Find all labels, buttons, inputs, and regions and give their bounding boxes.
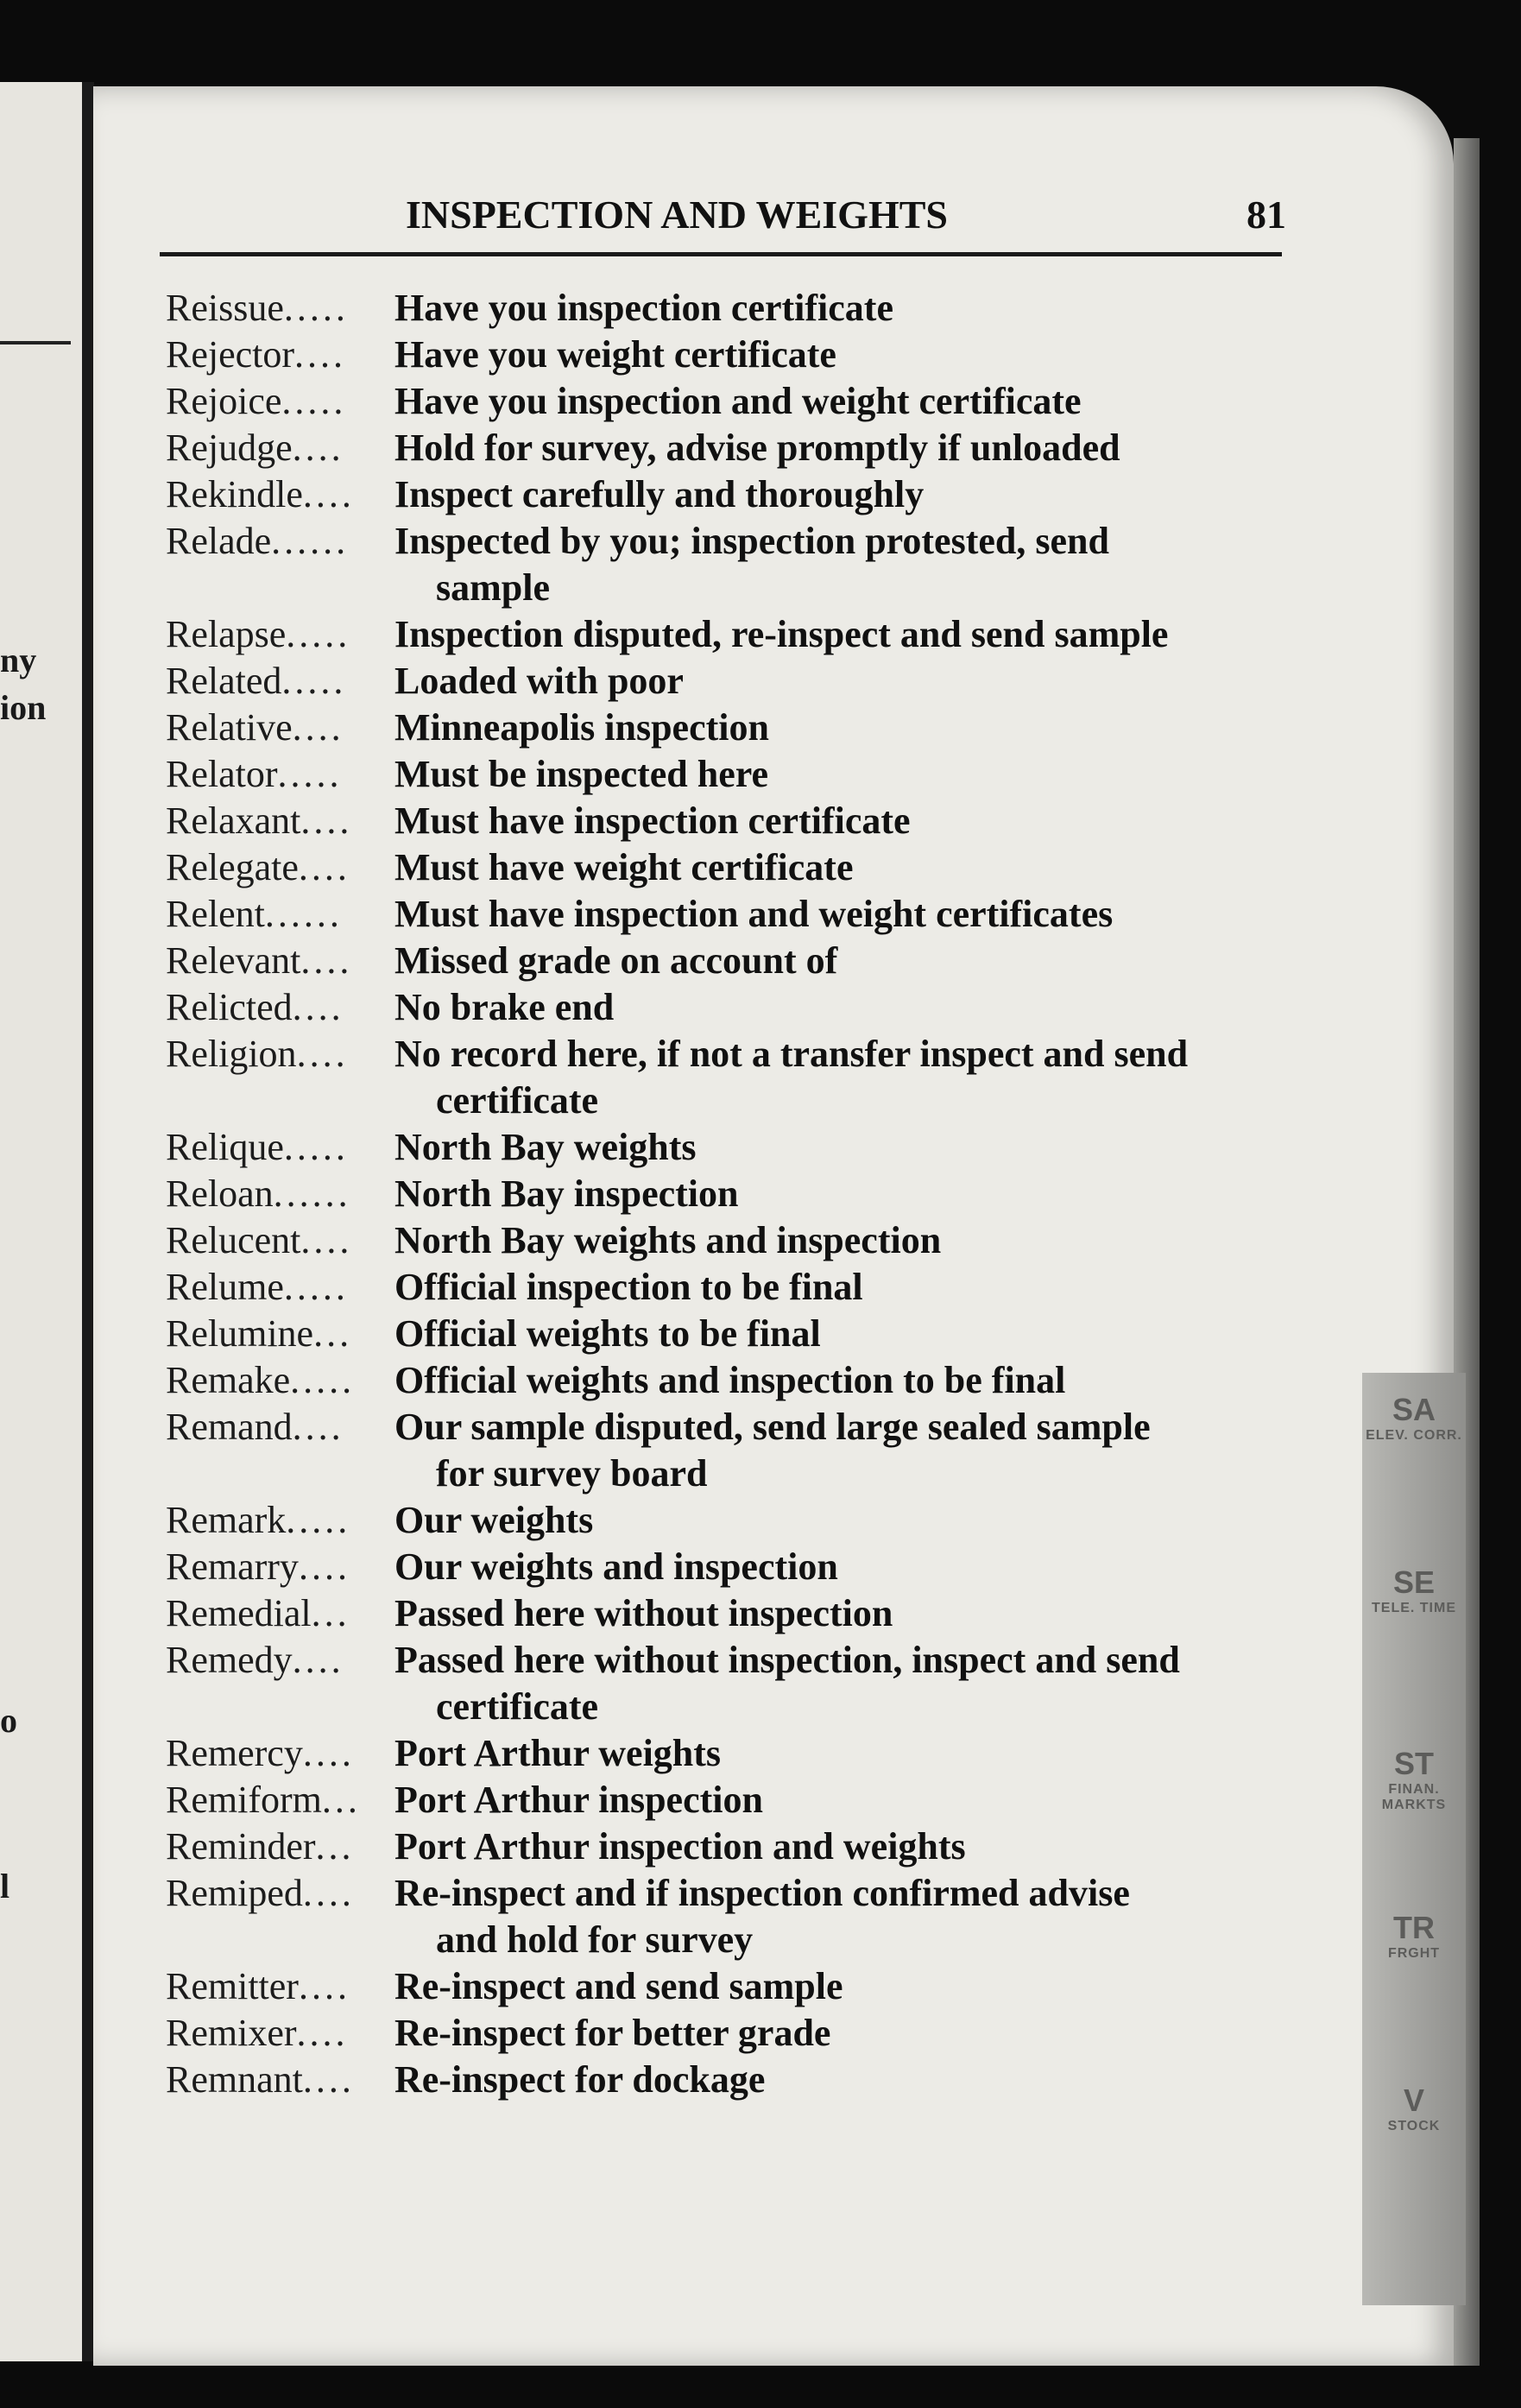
leader-dots: .... bbox=[296, 2012, 349, 2054]
leader-dots: .... bbox=[298, 1965, 350, 2007]
code-meaning-text: Re-inspect and send sample bbox=[394, 1965, 843, 2007]
code-word bbox=[166, 751, 394, 798]
code-entry bbox=[166, 891, 1288, 938]
code-word-text: Rejoice bbox=[166, 380, 282, 422]
code-entry bbox=[166, 1404, 1288, 1497]
code-word-text: Reminder bbox=[166, 1825, 316, 1868]
code-word bbox=[166, 1544, 394, 1590]
code-word bbox=[166, 1404, 394, 1450]
code-meaning bbox=[394, 1544, 1288, 1590]
code-word bbox=[166, 332, 394, 378]
code-word bbox=[166, 1637, 394, 1684]
leader-dots: .... bbox=[300, 1219, 353, 1261]
leader-dots: .... bbox=[302, 1732, 355, 1774]
leader-dots: .... bbox=[298, 846, 350, 888]
code-word-text: Reissue bbox=[166, 287, 284, 329]
code-word-text: Relique bbox=[166, 1126, 284, 1168]
leader-dots: .... bbox=[292, 986, 344, 1028]
code-word-text: Remake bbox=[166, 1359, 291, 1401]
code-word bbox=[166, 1171, 394, 1217]
tab-letters: TR bbox=[1393, 1910, 1435, 1945]
code-word bbox=[166, 1590, 394, 1637]
code-meaning bbox=[394, 1870, 1288, 1963]
code-meaning-text: Must have weight certificate bbox=[394, 846, 854, 888]
code-word-text: Relapse bbox=[166, 613, 287, 655]
code-meaning bbox=[394, 891, 1288, 938]
code-meaning bbox=[394, 425, 1288, 471]
code-word-text: Relator bbox=[166, 753, 278, 795]
facing-page-fragment: ion bbox=[0, 688, 47, 727]
code-meaning-text: Our sample disputed, send large sealed sample bbox=[394, 1406, 1151, 1448]
tab-caption: FRGHT bbox=[1387, 1946, 1441, 1961]
tab-caption: ELEV. CORR. bbox=[1366, 1428, 1462, 1443]
code-meaning-text: Missed grade on account of bbox=[394, 939, 838, 982]
code-word bbox=[166, 471, 394, 518]
leader-dots: ..... bbox=[290, 1359, 356, 1401]
code-meaning-text: Port Arthur weights bbox=[394, 1732, 722, 1774]
code-meaning-text: Re-inspect for dockage bbox=[394, 2058, 766, 2101]
leader-dots: ...... bbox=[271, 520, 350, 562]
leader-dots: .... bbox=[302, 1872, 355, 1914]
code-word-text: Remitter bbox=[166, 1965, 299, 2007]
code-word-text: Remarry bbox=[166, 1545, 299, 1588]
code-word-text: Remiped bbox=[166, 1872, 303, 1914]
code-meaning-text: Official inspection to be final bbox=[394, 1266, 863, 1308]
leader-dots: ...... bbox=[264, 893, 343, 935]
code-word bbox=[166, 1777, 394, 1823]
leader-dots: ... bbox=[321, 1779, 361, 1821]
code-entry bbox=[166, 1730, 1288, 1777]
facing-page bbox=[0, 82, 94, 2361]
code-meaning bbox=[394, 611, 1288, 658]
code-word-text: Relade bbox=[166, 520, 272, 562]
code-word-text: Remnant bbox=[166, 2058, 303, 2101]
code-meaning-text: North Bay weights and inspection bbox=[394, 1219, 942, 1261]
code-word-text: Remercy bbox=[166, 1732, 303, 1774]
code-meaning bbox=[394, 1404, 1288, 1497]
code-meaning-text: Our weights and inspection bbox=[394, 1545, 838, 1588]
code-meaning bbox=[394, 1963, 1288, 2010]
leader-dots: ..... bbox=[283, 1266, 349, 1308]
code-meaning-text: No record here, if not a transfer inspect and send bbox=[394, 1033, 1189, 1075]
leader-dots: ..... bbox=[283, 1126, 349, 1168]
code-meaning bbox=[394, 1311, 1288, 1357]
code-meaning bbox=[394, 1357, 1288, 1404]
index-tab[interactable] bbox=[1362, 2064, 1466, 2236]
code-entry bbox=[166, 2010, 1288, 2057]
code-word bbox=[166, 611, 394, 658]
code-meaning-text: Minneapolis inspection bbox=[394, 706, 769, 749]
code-meaning-text: North Bay inspection bbox=[394, 1172, 739, 1215]
leader-dots: ..... bbox=[283, 287, 349, 329]
leader-dots: ..... bbox=[286, 1499, 351, 1541]
code-meaning-text: Re-inspect for better grade bbox=[394, 2012, 831, 2054]
code-entry bbox=[166, 1497, 1288, 1544]
leader-dots: ... bbox=[311, 1592, 350, 1634]
page-number: 81 bbox=[1246, 193, 1286, 237]
code-entry bbox=[166, 938, 1288, 984]
code-word bbox=[166, 1217, 394, 1264]
tab-letters: SE bbox=[1392, 1564, 1436, 1600]
code-meaning bbox=[394, 378, 1288, 425]
code-meaning-text: Loaded with poor bbox=[394, 660, 684, 702]
leader-dots: .... bbox=[292, 1406, 344, 1448]
tab-letters: ST bbox=[1393, 1746, 1434, 1781]
code-entry bbox=[166, 1777, 1288, 1823]
code-meaning-text: Inspection disputed, re-inspect and send sample bbox=[394, 613, 1169, 655]
code-meaning-continuation: certificate bbox=[436, 1079, 599, 1122]
code-word bbox=[166, 1357, 394, 1404]
code-entry bbox=[166, 1264, 1288, 1311]
code-meaning-text: Port Arthur inspection bbox=[394, 1779, 763, 1821]
code-entry bbox=[166, 1590, 1288, 1637]
code-word bbox=[166, 938, 394, 984]
leader-dots: ..... bbox=[277, 753, 343, 795]
code-word-text: Religion bbox=[166, 1033, 297, 1075]
page-header bbox=[406, 192, 1286, 243]
code-word bbox=[166, 844, 394, 891]
code-meaning-text: Must have inspection certificate bbox=[394, 800, 911, 842]
code-word bbox=[166, 1311, 394, 1357]
code-entry bbox=[166, 844, 1288, 891]
code-entry bbox=[166, 1217, 1288, 1264]
code-entry bbox=[166, 1357, 1288, 1404]
code-meaning bbox=[394, 285, 1288, 332]
code-entry bbox=[166, 2057, 1288, 2103]
code-meaning-text: Inspect carefully and thoroughly bbox=[394, 473, 925, 515]
code-meaning bbox=[394, 1637, 1288, 1730]
code-meaning bbox=[394, 1264, 1288, 1311]
tab-caption: STOCK bbox=[1387, 2119, 1441, 2133]
code-meaning-text: Official weights and inspection to be final bbox=[394, 1359, 1066, 1401]
code-word bbox=[166, 2010, 394, 2057]
code-meaning bbox=[394, 1730, 1288, 1777]
code-entry bbox=[166, 705, 1288, 751]
code-word-text: Remixer bbox=[166, 2012, 297, 2054]
index-tab[interactable] bbox=[1362, 1727, 1466, 1899]
index-tab[interactable] bbox=[1362, 1545, 1466, 1718]
code-word-text: Rejudge bbox=[166, 427, 293, 469]
facing-page-fragment: o bbox=[0, 1701, 17, 1740]
code-word bbox=[166, 1870, 394, 1917]
code-meaning-text: Must be inspected here bbox=[394, 753, 769, 795]
code-meaning bbox=[394, 705, 1288, 751]
code-meaning-text: Passed here without inspection, inspect and send bbox=[394, 1639, 1180, 1681]
code-entry bbox=[166, 1870, 1288, 1963]
code-meaning-text: Hold for survey, advise promptly if unloaded bbox=[394, 427, 1120, 469]
code-word bbox=[166, 518, 394, 565]
leader-dots: ..... bbox=[281, 660, 347, 702]
index-tabs bbox=[1362, 1373, 1466, 2305]
code-word-text: Relegate bbox=[166, 846, 299, 888]
code-meaning-text: Have you inspection and weight certificate bbox=[394, 380, 1082, 422]
code-meaning-text: Official weights to be final bbox=[394, 1312, 821, 1355]
leader-dots: .... bbox=[294, 333, 347, 376]
code-word bbox=[166, 1497, 394, 1544]
code-meaning bbox=[394, 2057, 1288, 2103]
index-tab[interactable] bbox=[1362, 1891, 1466, 2064]
code-word-text: Relevant bbox=[166, 939, 301, 982]
code-meaning-text: Port Arthur inspection and weights bbox=[394, 1825, 966, 1868]
code-word bbox=[166, 1031, 394, 1078]
leader-dots: ..... bbox=[286, 613, 351, 655]
code-entry bbox=[166, 518, 1288, 611]
code-meaning-text: Must have inspection and weight certificates bbox=[394, 893, 1114, 935]
code-meaning bbox=[394, 1217, 1288, 1264]
code-entry bbox=[166, 1637, 1288, 1730]
code-meaning bbox=[394, 751, 1288, 798]
code-word bbox=[166, 378, 394, 425]
code-entry bbox=[166, 658, 1288, 705]
code-entry bbox=[166, 611, 1288, 658]
tab-caption: FINAN. MARKTS bbox=[1381, 1782, 1447, 1812]
code-meaning-text: Have you inspection certificate bbox=[394, 287, 893, 329]
code-word-text: Relent bbox=[166, 893, 265, 935]
code-word-text: Remedial bbox=[166, 1592, 312, 1634]
tab-caption: TELE. TIME bbox=[1372, 1601, 1456, 1615]
leader-dots: .... bbox=[296, 1033, 349, 1075]
code-word-text: Remand bbox=[166, 1406, 293, 1448]
code-meaning bbox=[394, 1823, 1288, 1870]
leader-dots: .... bbox=[302, 2058, 355, 2101]
code-meaning bbox=[394, 1590, 1288, 1637]
code-entry bbox=[166, 285, 1288, 332]
code-entry bbox=[166, 1171, 1288, 1217]
code-meaning bbox=[394, 798, 1288, 844]
code-list bbox=[166, 285, 1288, 2103]
facing-page-rule bbox=[0, 341, 71, 344]
code-meaning-text: No brake end bbox=[394, 986, 615, 1028]
code-word bbox=[166, 705, 394, 751]
code-entry bbox=[166, 1031, 1288, 1124]
code-meaning-text: Have you weight certificate bbox=[394, 333, 836, 376]
code-meaning bbox=[394, 1497, 1288, 1544]
code-entry bbox=[166, 471, 1288, 518]
code-entry bbox=[166, 1963, 1288, 2010]
code-entry bbox=[166, 332, 1288, 378]
facing-page-fragment: ny bbox=[0, 641, 37, 679]
code-meaning-continuation: certificate bbox=[436, 1685, 599, 1728]
index-tab[interactable] bbox=[1362, 1373, 1466, 1545]
page-title: INSPECTION AND WEIGHTS bbox=[406, 193, 948, 237]
code-word-text: Reloan bbox=[166, 1172, 274, 1215]
leader-dots: ... bbox=[315, 1825, 355, 1868]
code-meaning-text: Inspected by you; inspection protested, send bbox=[394, 520, 1109, 562]
code-word-text: Rejector bbox=[166, 333, 295, 376]
code-meaning bbox=[394, 332, 1288, 378]
code-meaning bbox=[394, 844, 1288, 891]
code-word bbox=[166, 798, 394, 844]
leader-dots: ...... bbox=[273, 1172, 351, 1215]
code-entry bbox=[166, 1823, 1288, 1870]
code-entry bbox=[166, 1124, 1288, 1171]
leader-dots: .... bbox=[300, 939, 353, 982]
code-meaning-text: Our weights bbox=[394, 1499, 594, 1541]
code-word bbox=[166, 1264, 394, 1311]
leader-dots: .... bbox=[300, 800, 353, 842]
code-entry bbox=[166, 751, 1288, 798]
leader-dots: .... bbox=[292, 427, 344, 469]
code-word-text: Related bbox=[166, 660, 282, 702]
code-word bbox=[166, 1963, 394, 2010]
code-meaning bbox=[394, 984, 1288, 1031]
code-word bbox=[166, 984, 394, 1031]
code-word-text: Relume bbox=[166, 1266, 284, 1308]
code-meaning bbox=[394, 471, 1288, 518]
code-entry bbox=[166, 798, 1288, 844]
code-meaning-text: North Bay weights bbox=[394, 1126, 697, 1168]
code-meaning bbox=[394, 2010, 1288, 2057]
code-word bbox=[166, 285, 394, 332]
code-entry bbox=[166, 378, 1288, 425]
code-meaning bbox=[394, 1031, 1288, 1124]
leader-dots: ... bbox=[313, 1312, 353, 1355]
code-meaning bbox=[394, 518, 1288, 611]
facing-page-fragment: l bbox=[0, 1867, 10, 1906]
code-meaning-continuation: and hold for survey bbox=[436, 1918, 754, 1961]
tab-letters: V bbox=[1403, 2083, 1424, 2118]
code-meaning bbox=[394, 658, 1288, 705]
code-meaning bbox=[394, 1171, 1288, 1217]
tab-letters: SA bbox=[1392, 1392, 1436, 1427]
code-word bbox=[166, 1823, 394, 1870]
code-word bbox=[166, 1730, 394, 1777]
code-word-text: Relucent bbox=[166, 1219, 301, 1261]
code-word-text: Relaxant bbox=[166, 800, 301, 842]
code-entry bbox=[166, 1311, 1288, 1357]
code-meaning-continuation: for survey board bbox=[436, 1452, 708, 1495]
code-word-text: Remiform bbox=[166, 1779, 322, 1821]
code-meaning bbox=[394, 938, 1288, 984]
code-word bbox=[166, 2057, 394, 2103]
code-word-text: Relative bbox=[166, 706, 293, 749]
header-rule bbox=[160, 252, 1282, 256]
code-word-text: Remedy bbox=[166, 1639, 293, 1681]
leader-dots: ..... bbox=[281, 380, 347, 422]
code-word bbox=[166, 425, 394, 471]
code-word bbox=[166, 658, 394, 705]
code-word-text: Rekindle bbox=[166, 473, 303, 515]
code-meaning-text: Re-inspect and if inspection confirmed advise bbox=[394, 1872, 1130, 1914]
code-word bbox=[166, 891, 394, 938]
leader-dots: .... bbox=[298, 1545, 350, 1588]
code-entry bbox=[166, 425, 1288, 471]
code-meaning-continuation: sample bbox=[436, 566, 550, 609]
leader-dots: .... bbox=[292, 706, 344, 749]
code-word-text: Relumine bbox=[166, 1312, 314, 1355]
code-word-text: Remark bbox=[166, 1499, 287, 1541]
code-meaning-text: Passed here without inspection bbox=[394, 1592, 893, 1634]
leader-dots: .... bbox=[292, 1639, 344, 1681]
code-entry bbox=[166, 984, 1288, 1031]
leader-dots: .... bbox=[302, 473, 355, 515]
code-word-text: Relicted bbox=[166, 986, 293, 1028]
code-entry bbox=[166, 1544, 1288, 1590]
code-word bbox=[166, 1124, 394, 1171]
code-meaning bbox=[394, 1777, 1288, 1823]
code-meaning bbox=[394, 1124, 1288, 1171]
